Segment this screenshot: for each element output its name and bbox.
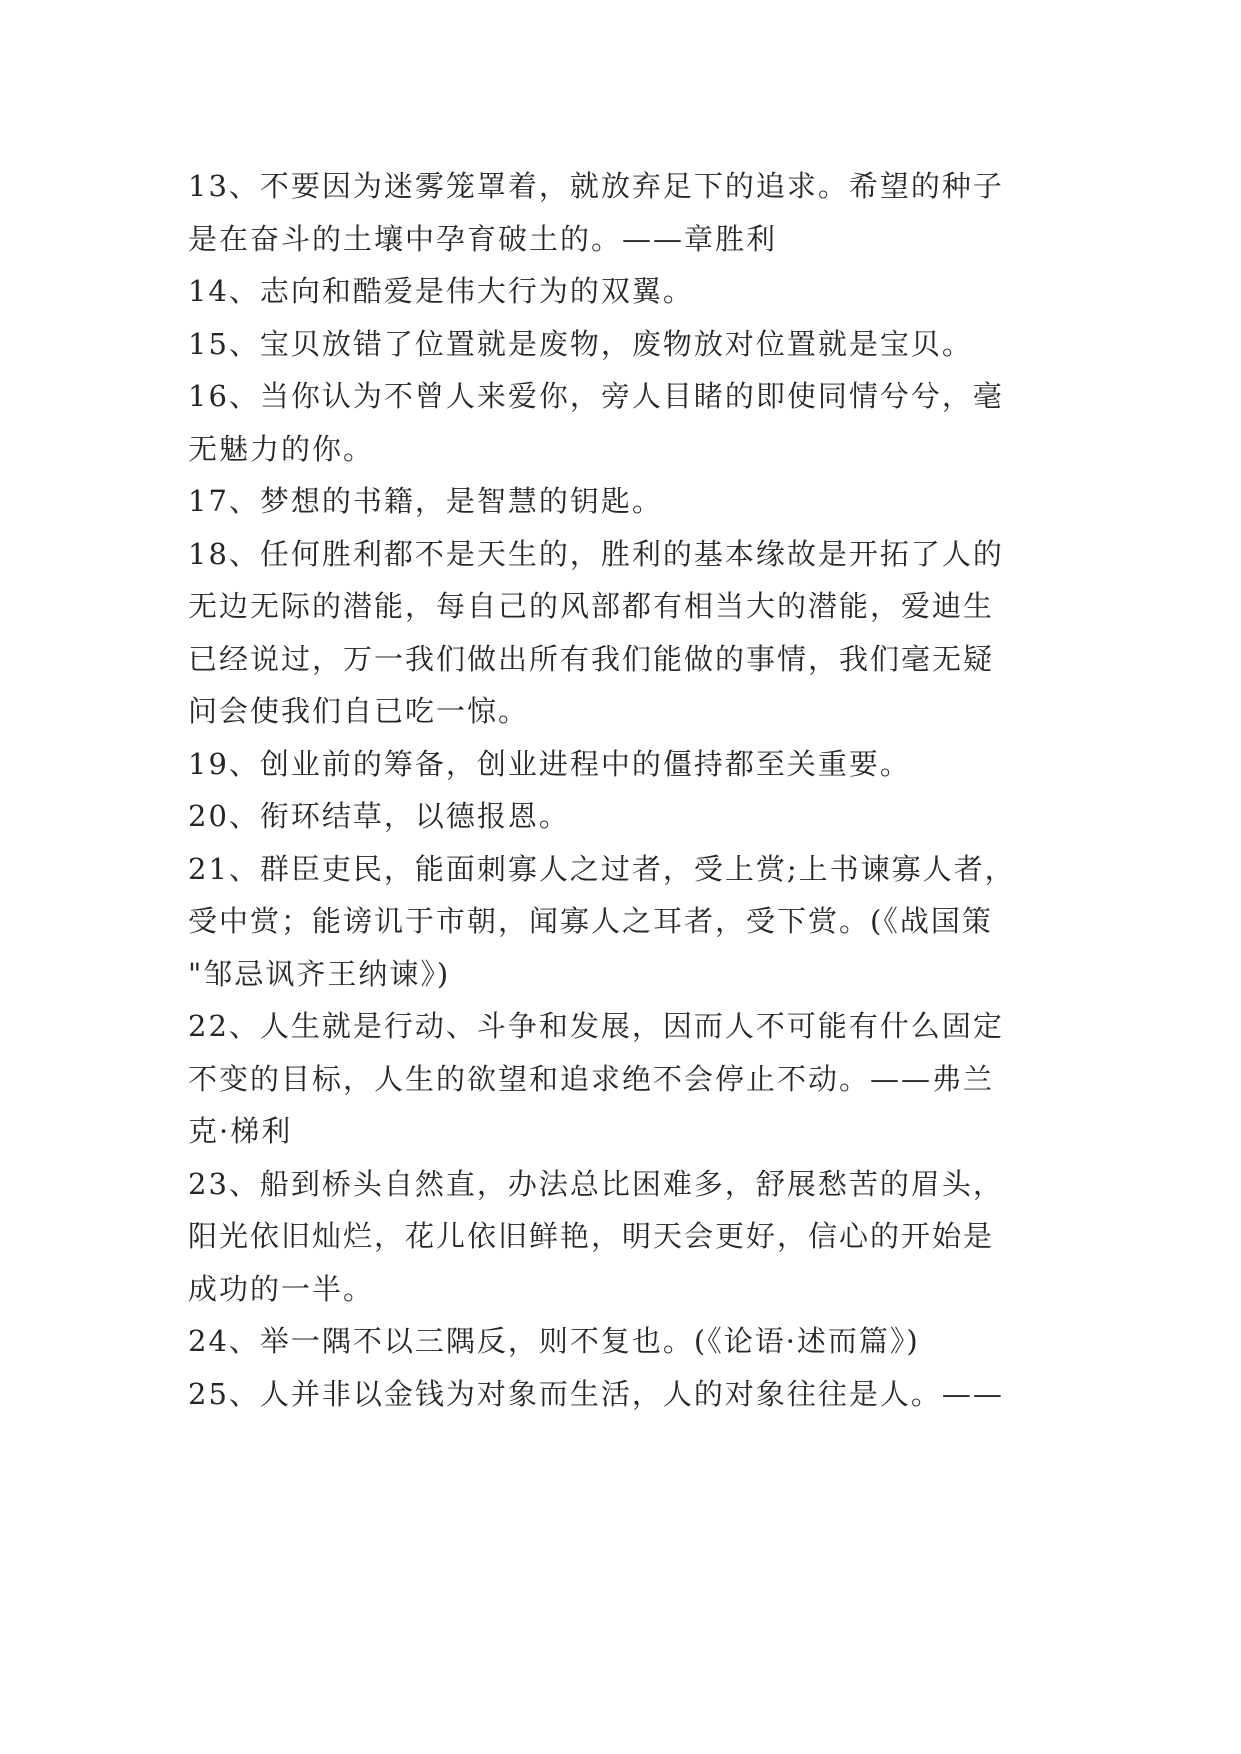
text-line: 13、不要因为迷雾笼罩着，就放弃足下的追求。希望的种子 — [188, 169, 1004, 203]
text-line: 已经说过，万一我们做出所有我们能做的事情，我们毫无疑 — [188, 641, 995, 676]
text-line: 20、衔环结草，以德报恩。 — [188, 799, 570, 833]
text-line: 19、创业前的筹备，创业进程中的僵持都至关重要。 — [188, 746, 911, 781]
text-line: 无魅力的你。 — [188, 431, 375, 466]
text-line: 成功的一半。 — [188, 1271, 375, 1306]
body-text — [188, 160, 1058, 1420]
text-line: 16、当你认为不曾人来爱你，旁人目睹的即使同情兮兮，毫 — [188, 379, 1004, 413]
text-line: 21、群臣吏民，能面刺寡人之过者，受上赏;上书谏寡人者， — [188, 851, 1016, 886]
text-line: 23、船到桥头自然直，办法总比困难多，舒展愁苦的眉头， — [188, 1166, 1004, 1201]
text-line: 克·梯利 — [188, 1114, 293, 1148]
text-line: 18、任何胜利都不是天生的，胜利的基本缘故是开拓了人的 — [188, 536, 1004, 571]
text-line: 阳光依旧灿烂，花儿依旧鲜艳，明天会更好，信心的开始是 — [188, 1219, 995, 1253]
text-line: 问会使我们自已吃一惊。 — [188, 694, 530, 728]
text-line: 25、人并非以金钱为对象而生活，人的对象往往是人。—— — [188, 1376, 1004, 1411]
text-line: 是在奋斗的土壤中孕育破土的。——章胜利 — [188, 221, 778, 256]
text-line: 24、举一隅不以三隅反，则不复也。(《论语·述而篇》) — [188, 1324, 920, 1358]
text-line: "邹忌讽齐王纳谏》) — [188, 956, 451, 991]
text-line: 无边无际的潜能，每自己的风部都有相当大的潜能，爱迪生 — [188, 589, 995, 623]
text-line: 15、宝贝放错了位置就是废物，废物放对位置就是宝贝。 — [188, 326, 973, 361]
text-line: 不变的目标，人生的欲望和追求绝不会停止不动。——弗兰 — [188, 1061, 995, 1096]
text-line: 受中赏；能谤讥于市朝，闻寡人之耳者，受下赏。(《战国策 — [188, 904, 993, 938]
text-line: 14、志向和酷爱是伟大行为的双翼。 — [188, 274, 694, 308]
text-line: 22、人生就是行动、斗争和发展，因而人不可能有什么固定 — [188, 1009, 1004, 1043]
text-line: 17、梦想的书籍，是智慧的钥匙。 — [188, 484, 663, 518]
